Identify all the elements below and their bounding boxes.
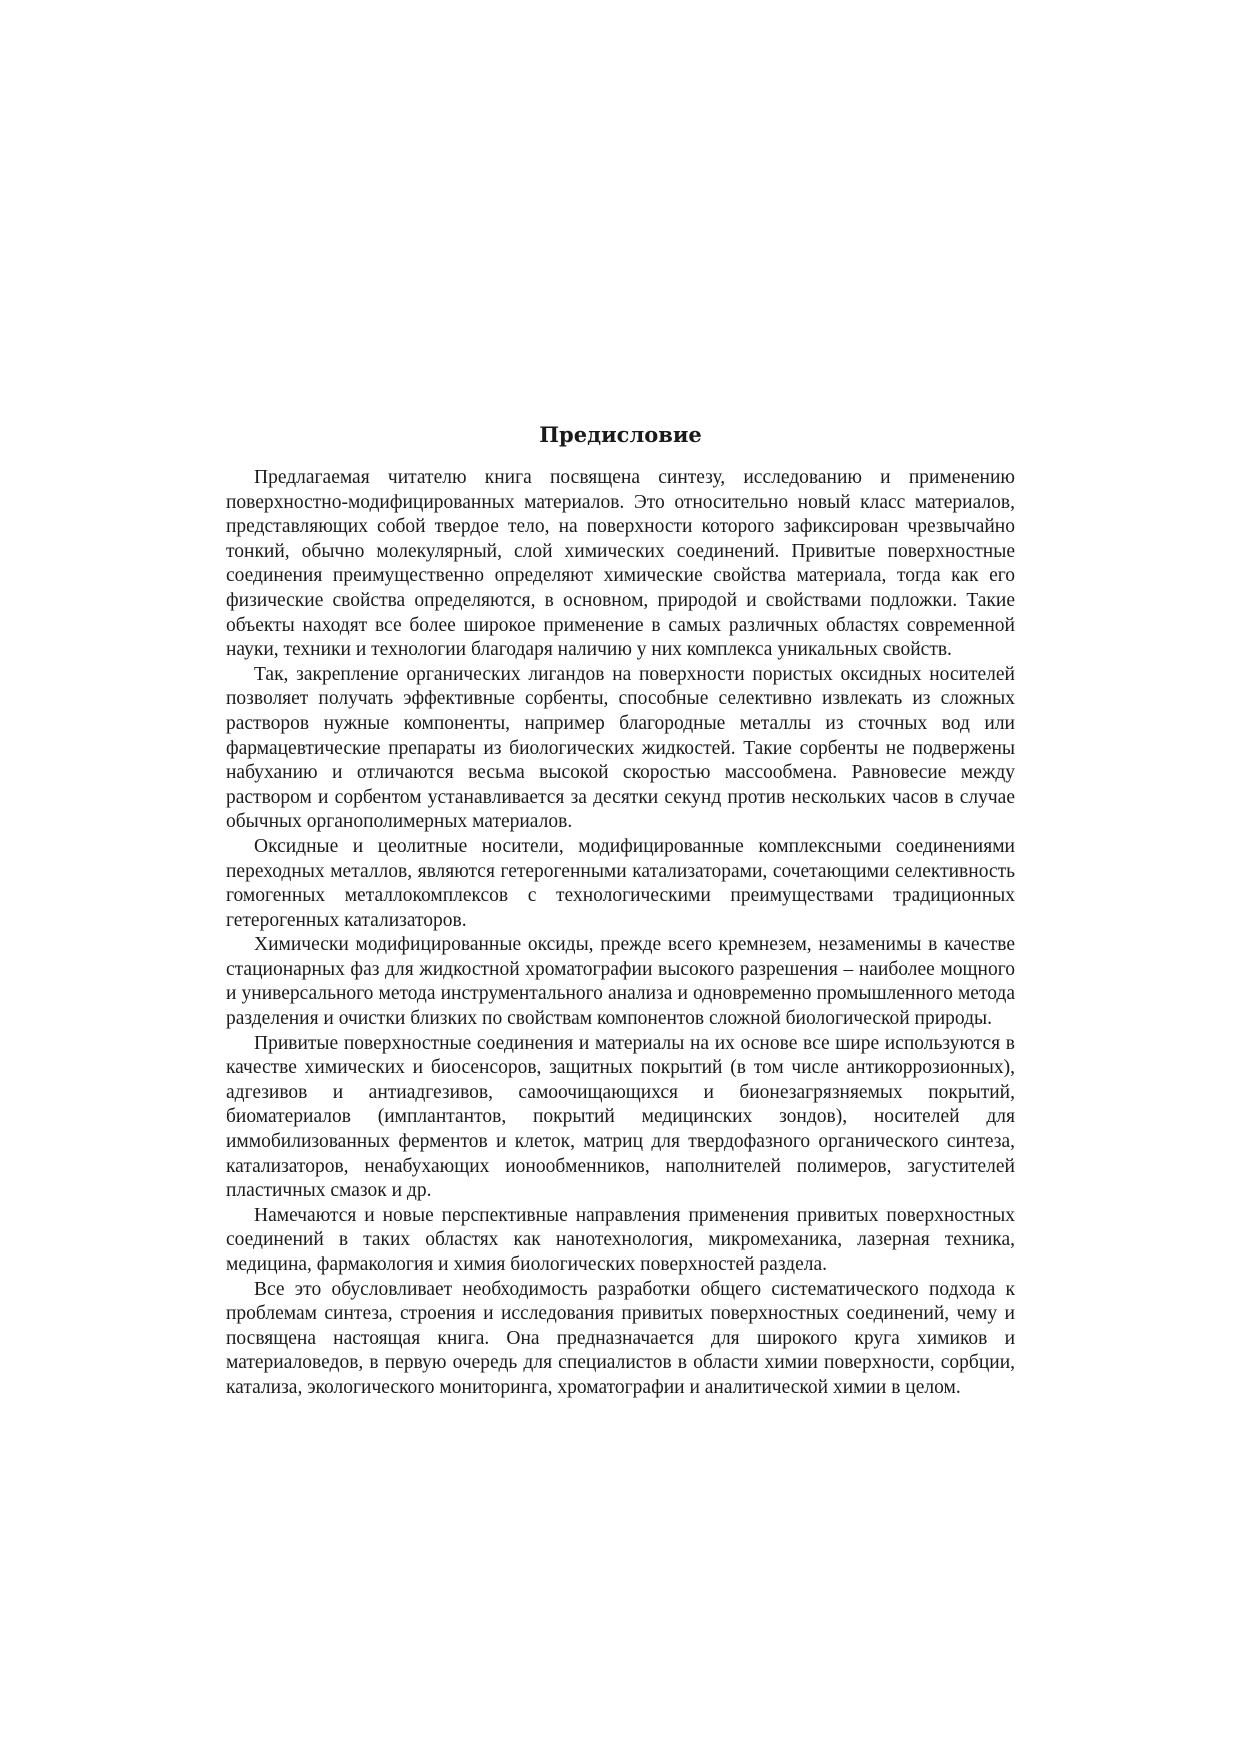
paragraph-6: Намечаются и новые перспективные направления применения привитых поверхностных соединений в таких областях как нанотехнология, микромеханика, лазерная техника, медицина, фармакология и химия биологических поверхностей раздела. (226, 1204, 1015, 1275)
paragraph-5: Привитые поверхностные соединения и материалы на их основе все шире используются в качестве химических и биосенсоров, защитных покрытий (в том числе антикоррозионных), адгезивов и антиадгезивов, самоочищающихся и бионезагрязняемых покрытий, биоматериалов (имплантантов, покрытий медицинских зондов), носителей для иммобилизованных ферментов и клеток, матриц для твердофазного органического синтеза, катализаторов, ненабухающих ионообменников, наполнителей полимеров, загустителей пластичных смазок и др. (226, 1032, 1015, 1202)
paragraph-7: Все это обусловливает необходимость разработки общего систематического подхода к проблемам синтеза, строения и исследования привитых поверхностных соединений, чему и посвящена настоящая книга. Она предназначается для широкого круга химиков и материаловедов, в первую очередь для специалистов в области химии поверхности, сорбции, катализа, экологического мониторинга, хроматографии и аналитической химии в целом. (226, 1278, 1015, 1398)
page-title: Предисловие (539, 422, 702, 447)
preface-body (226, 466, 1015, 1401)
paragraph-3: Оксидные и цеолитные носители, модифицированные комплексными соединениями переходных металлов, являются гетерогенными катализаторами, сочетающими селективность гомогенных металлокомплексов с технологическими преимуществами традиционных гетерогенных катализаторов. (226, 835, 1015, 931)
paragraph-4: Химически модифицированные оксиды, прежде всего кремнезем, незаменимы в качестве стационарных фаз для жидкостной хроматографии высокого разрешения – наиболее мощного и универсального метода инструментального анализа и одновременно промышленного метода разделения и очистки близких по свойствам компонентов сложной биологической природы. (226, 934, 1015, 1030)
paragraph-1: Предлагаемая читателю книга посвящена синтезу, исследованию и применению поверхностно-модифицированных материалов. Это относительно новый класс материалов, представляющих собой твердое тело, на поверхности которого зафиксирован чрезвычайно тонкий, обычно молекулярный, слой химических соединений. Привитые поверхностные соединения преимущественно определяют химические свойства материала, тогда как его физические свойства определяются, в основном, природой и свойствами подложки. Такие объекты находят все более широкое применение в самых различных областях современной науки, техники и технологии благодаря наличию у них комплекса уникальных свойств. (226, 467, 1015, 661)
paragraph-2: Так, закрепление органических лигандов на поверхности пористых оксидных носителей позволяет получать эффективные сорбенты, способные селективно извлекать из сложных растворов нужные компоненты, например благородные металлы из сточных вод или фармацевтические препараты из биологических жидкостей. Такие сорбенты не подвержены набуханию и отличаются весьма высокой скоростью массообмена. Равновесие между раствором и сорбентом устанавливается за десятки секунд против нескольких часов в случае обычных органополимерных материалов. (226, 663, 1015, 833)
